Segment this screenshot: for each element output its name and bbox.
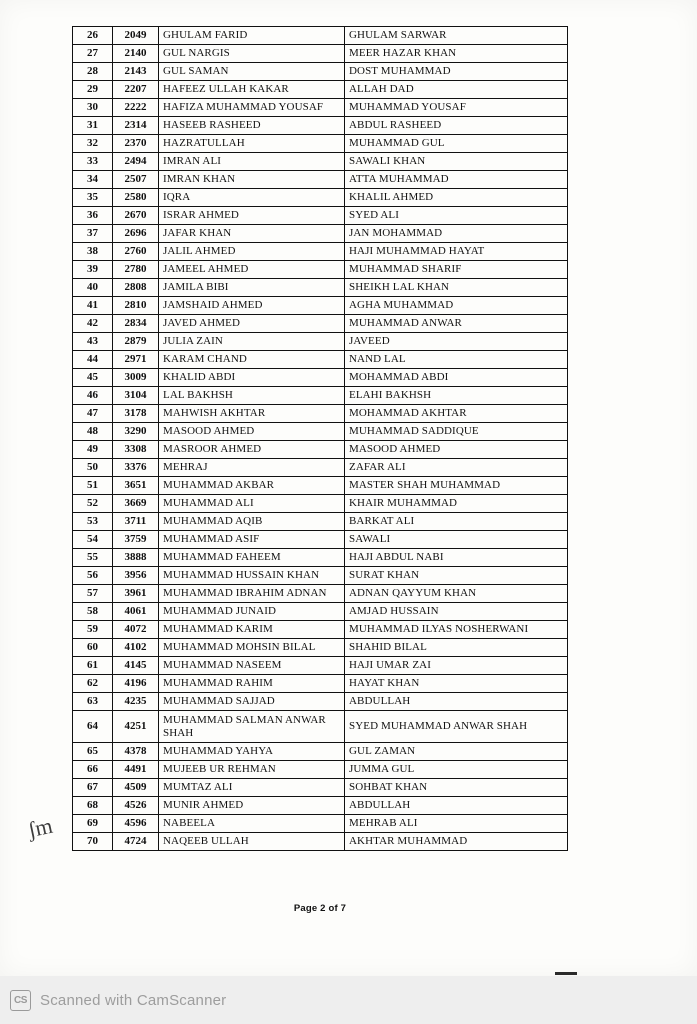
table-row bbox=[73, 225, 568, 243]
cell-roll-number: 3009 bbox=[113, 369, 159, 387]
camscanner-watermark-text: Scanned with CamScanner bbox=[40, 991, 227, 1009]
cell-candidate-name: MUHAMMAD FAHEEM bbox=[159, 549, 345, 567]
candidate-roster-table bbox=[72, 26, 568, 851]
cell-roll-number: 3711 bbox=[113, 513, 159, 531]
cell-father-name: MOHAMMAD AKHTAR bbox=[345, 405, 568, 423]
table-row bbox=[73, 423, 568, 441]
cell-serial-number: 42 bbox=[73, 315, 113, 333]
table-row bbox=[73, 657, 568, 675]
table-row bbox=[73, 815, 568, 833]
table-row bbox=[73, 27, 568, 45]
cell-serial-number: 65 bbox=[73, 743, 113, 761]
cell-serial-number: 52 bbox=[73, 495, 113, 513]
cell-serial-number: 59 bbox=[73, 621, 113, 639]
table-row bbox=[73, 405, 568, 423]
table-row bbox=[73, 63, 568, 81]
cell-roll-number: 2810 bbox=[113, 297, 159, 315]
cell-father-name: KHALIL AHMED bbox=[345, 189, 568, 207]
table-row bbox=[73, 513, 568, 531]
cell-serial-number: 69 bbox=[73, 815, 113, 833]
cell-candidate-name: NABEELA bbox=[159, 815, 345, 833]
cell-serial-number: 34 bbox=[73, 171, 113, 189]
cell-father-name: JAVEED bbox=[345, 333, 568, 351]
cell-father-name: SYED ALI bbox=[345, 207, 568, 225]
cell-candidate-name: MUJEEB UR REHMAN bbox=[159, 761, 345, 779]
cell-serial-number: 37 bbox=[73, 225, 113, 243]
table-row bbox=[73, 279, 568, 297]
cell-roll-number: 2140 bbox=[113, 45, 159, 63]
cell-father-name: SOHBAT KHAN bbox=[345, 779, 568, 797]
cell-candidate-name: MUMTAZ ALI bbox=[159, 779, 345, 797]
cell-serial-number: 41 bbox=[73, 297, 113, 315]
cell-father-name: HAYAT KHAN bbox=[345, 675, 568, 693]
cell-roll-number: 3104 bbox=[113, 387, 159, 405]
cell-candidate-name: MUHAMMAD AQIB bbox=[159, 513, 345, 531]
cell-father-name: GHULAM SARWAR bbox=[345, 27, 568, 45]
cell-serial-number: 36 bbox=[73, 207, 113, 225]
cell-serial-number: 38 bbox=[73, 243, 113, 261]
cell-serial-number: 40 bbox=[73, 279, 113, 297]
cell-candidate-name: JAVED AHMED bbox=[159, 315, 345, 333]
cell-father-name: AGHA MUHAMMAD bbox=[345, 297, 568, 315]
cell-roll-number: 3376 bbox=[113, 459, 159, 477]
table-row bbox=[73, 45, 568, 63]
cell-candidate-name: KARAM CHAND bbox=[159, 351, 345, 369]
cell-father-name: ATTA MUHAMMAD bbox=[345, 171, 568, 189]
table-row bbox=[73, 351, 568, 369]
cell-candidate-name: MUHAMMAD ALI bbox=[159, 495, 345, 513]
cell-serial-number: 30 bbox=[73, 99, 113, 117]
cell-father-name: ZAFAR ALI bbox=[345, 459, 568, 477]
cell-roll-number: 3669 bbox=[113, 495, 159, 513]
table-row bbox=[73, 585, 568, 603]
cell-serial-number: 45 bbox=[73, 369, 113, 387]
cell-father-name: ELAHI BAKHSH bbox=[345, 387, 568, 405]
table-row bbox=[73, 531, 568, 549]
cell-serial-number: 26 bbox=[73, 27, 113, 45]
page-number-footer: Page 2 of 7 bbox=[293, 903, 347, 914]
cell-candidate-name: MUHAMMAD SALMAN ANWAR SHAH bbox=[159, 711, 345, 743]
cell-roll-number: 4145 bbox=[113, 657, 159, 675]
cell-roll-number: 4072 bbox=[113, 621, 159, 639]
cell-serial-number: 35 bbox=[73, 189, 113, 207]
cell-serial-number: 56 bbox=[73, 567, 113, 585]
cell-roll-number: 4378 bbox=[113, 743, 159, 761]
cell-father-name: JAN MOHAMMAD bbox=[345, 225, 568, 243]
table-row bbox=[73, 333, 568, 351]
cell-roll-number: 2808 bbox=[113, 279, 159, 297]
cell-candidate-name: IQRA bbox=[159, 189, 345, 207]
cell-serial-number: 47 bbox=[73, 405, 113, 423]
table-row bbox=[73, 743, 568, 761]
cell-roll-number: 3290 bbox=[113, 423, 159, 441]
table-row bbox=[73, 621, 568, 639]
cell-father-name: MOHAMMAD ABDI bbox=[345, 369, 568, 387]
cell-candidate-name: JALIL AHMED bbox=[159, 243, 345, 261]
table-row bbox=[73, 477, 568, 495]
cell-serial-number: 46 bbox=[73, 387, 113, 405]
cell-serial-number: 60 bbox=[73, 639, 113, 657]
table-row bbox=[73, 117, 568, 135]
cell-father-name: ABDULLAH bbox=[345, 693, 568, 711]
cell-roll-number: 2760 bbox=[113, 243, 159, 261]
cell-father-name: SURAT KHAN bbox=[345, 567, 568, 585]
cell-father-name: HAJI ABDUL NABI bbox=[345, 549, 568, 567]
ink-dash-mark bbox=[555, 972, 577, 975]
cell-candidate-name: MUHAMMAD YAHYA bbox=[159, 743, 345, 761]
cell-roll-number: 2314 bbox=[113, 117, 159, 135]
cell-candidate-name: MUHAMMAD HUSSAIN KHAN bbox=[159, 567, 345, 585]
cell-serial-number: 70 bbox=[73, 833, 113, 851]
table-row bbox=[73, 297, 568, 315]
cell-father-name: MASTER SHAH MUHAMMAD bbox=[345, 477, 568, 495]
table-row bbox=[73, 459, 568, 477]
cell-roll-number: 2049 bbox=[113, 27, 159, 45]
table-row bbox=[73, 761, 568, 779]
cell-candidate-name: MUHAMMAD KARIM bbox=[159, 621, 345, 639]
table-row bbox=[73, 639, 568, 657]
cell-serial-number: 57 bbox=[73, 585, 113, 603]
cell-father-name: MUHAMMAD GUL bbox=[345, 135, 568, 153]
cell-candidate-name: MASOOD AHMED bbox=[159, 423, 345, 441]
table-row bbox=[73, 189, 568, 207]
cell-father-name: MUHAMMAD ANWAR bbox=[345, 315, 568, 333]
cell-roll-number: 3961 bbox=[113, 585, 159, 603]
cell-candidate-name: JAFAR KHAN bbox=[159, 225, 345, 243]
cell-serial-number: 53 bbox=[73, 513, 113, 531]
cell-candidate-name: ISRAR AHMED bbox=[159, 207, 345, 225]
cell-serial-number: 50 bbox=[73, 459, 113, 477]
cell-candidate-name: JAMILA BIBI bbox=[159, 279, 345, 297]
cell-roll-number: 4061 bbox=[113, 603, 159, 621]
table-row bbox=[73, 567, 568, 585]
cell-serial-number: 61 bbox=[73, 657, 113, 675]
cell-serial-number: 48 bbox=[73, 423, 113, 441]
camscanner-watermark-bar bbox=[0, 976, 697, 1024]
cell-roll-number: 3308 bbox=[113, 441, 159, 459]
table-row bbox=[73, 369, 568, 387]
cell-serial-number: 43 bbox=[73, 333, 113, 351]
cell-candidate-name: MAHWISH AKHTAR bbox=[159, 405, 345, 423]
table-row bbox=[73, 135, 568, 153]
cell-serial-number: 27 bbox=[73, 45, 113, 63]
cell-father-name: HAJI MUHAMMAD HAYAT bbox=[345, 243, 568, 261]
cell-father-name: BARKAT ALI bbox=[345, 513, 568, 531]
cell-father-name: MUHAMMAD YOUSAF bbox=[345, 99, 568, 117]
cell-roll-number: 2370 bbox=[113, 135, 159, 153]
cell-father-name: SAWALI bbox=[345, 531, 568, 549]
cell-roll-number: 3651 bbox=[113, 477, 159, 495]
cell-candidate-name: GHULAM FARID bbox=[159, 27, 345, 45]
cell-candidate-name: GUL SAMAN bbox=[159, 63, 345, 81]
table-row bbox=[73, 153, 568, 171]
cell-roll-number: 4251 bbox=[113, 711, 159, 743]
cell-candidate-name: LAL BAKHSH bbox=[159, 387, 345, 405]
cell-roll-number: 2207 bbox=[113, 81, 159, 99]
cell-father-name: MUHAMMAD SADDIQUE bbox=[345, 423, 568, 441]
table-row bbox=[73, 243, 568, 261]
cell-candidate-name: IMRAN KHAN bbox=[159, 171, 345, 189]
cell-candidate-name: NAQEEB ULLAH bbox=[159, 833, 345, 851]
cell-father-name: SHEIKH LAL KHAN bbox=[345, 279, 568, 297]
table-row bbox=[73, 495, 568, 513]
cell-father-name: NAND LAL bbox=[345, 351, 568, 369]
cell-roll-number: 2780 bbox=[113, 261, 159, 279]
cell-serial-number: 55 bbox=[73, 549, 113, 567]
cell-serial-number: 28 bbox=[73, 63, 113, 81]
cell-serial-number: 63 bbox=[73, 693, 113, 711]
cell-father-name: MUHAMMAD ILYAS NOSHERWANI bbox=[345, 621, 568, 639]
cell-roll-number: 2494 bbox=[113, 153, 159, 171]
cell-father-name: MUHAMMAD SHARIF bbox=[345, 261, 568, 279]
cell-candidate-name: MUHAMMAD MOHSIN BILAL bbox=[159, 639, 345, 657]
cell-serial-number: 39 bbox=[73, 261, 113, 279]
cell-roll-number: 4526 bbox=[113, 797, 159, 815]
cell-roll-number: 3759 bbox=[113, 531, 159, 549]
handwritten-signature-mark: ʃm bbox=[25, 812, 55, 843]
cell-candidate-name: HAFIZA MUHAMMAD YOUSAF bbox=[159, 99, 345, 117]
cell-serial-number: 51 bbox=[73, 477, 113, 495]
cell-roll-number: 2580 bbox=[113, 189, 159, 207]
cell-candidate-name: MUHAMMAD RAHIM bbox=[159, 675, 345, 693]
cell-father-name: AKHTAR MUHAMMAD bbox=[345, 833, 568, 851]
camscanner-logo-icon: CS bbox=[10, 990, 31, 1011]
table-row bbox=[73, 833, 568, 851]
table-row bbox=[73, 603, 568, 621]
cell-roll-number: 2834 bbox=[113, 315, 159, 333]
cell-roll-number: 3888 bbox=[113, 549, 159, 567]
cell-father-name: SYED MUHAMMAD ANWAR SHAH bbox=[345, 711, 568, 743]
cell-father-name: HAJI UMAR ZAI bbox=[345, 657, 568, 675]
roster-table-container bbox=[72, 26, 568, 851]
table-row bbox=[73, 171, 568, 189]
table-row bbox=[73, 797, 568, 815]
cell-father-name: KHAIR MUHAMMAD bbox=[345, 495, 568, 513]
cell-roll-number: 4102 bbox=[113, 639, 159, 657]
cell-candidate-name: IMRAN ALI bbox=[159, 153, 345, 171]
cell-roll-number: 2143 bbox=[113, 63, 159, 81]
cell-serial-number: 49 bbox=[73, 441, 113, 459]
cell-roll-number: 3178 bbox=[113, 405, 159, 423]
cell-serial-number: 67 bbox=[73, 779, 113, 797]
cell-serial-number: 66 bbox=[73, 761, 113, 779]
cell-candidate-name: MEHRAJ bbox=[159, 459, 345, 477]
table-row bbox=[73, 315, 568, 333]
cell-roll-number: 2507 bbox=[113, 171, 159, 189]
cell-candidate-name: MUHAMMAD NASEEM bbox=[159, 657, 345, 675]
cell-serial-number: 62 bbox=[73, 675, 113, 693]
table-row bbox=[73, 387, 568, 405]
cell-father-name: ADNAN QAYYUM KHAN bbox=[345, 585, 568, 603]
cell-father-name: DOST MUHAMMAD bbox=[345, 63, 568, 81]
cell-candidate-name: JAMEEL AHMED bbox=[159, 261, 345, 279]
cell-roll-number: 2670 bbox=[113, 207, 159, 225]
cell-serial-number: 44 bbox=[73, 351, 113, 369]
cell-roll-number: 4196 bbox=[113, 675, 159, 693]
cell-serial-number: 64 bbox=[73, 711, 113, 743]
cell-roll-number: 4235 bbox=[113, 693, 159, 711]
table-row bbox=[73, 441, 568, 459]
cell-father-name: MEER HAZAR KHAN bbox=[345, 45, 568, 63]
table-row bbox=[73, 207, 568, 225]
cell-father-name: ABDUL RASHEED bbox=[345, 117, 568, 135]
cell-father-name: SHAHID BILAL bbox=[345, 639, 568, 657]
cell-roll-number: 3956 bbox=[113, 567, 159, 585]
cell-candidate-name: MUHAMMAD SAJJAD bbox=[159, 693, 345, 711]
table-row bbox=[73, 675, 568, 693]
cell-serial-number: 68 bbox=[73, 797, 113, 815]
cell-candidate-name: JAMSHAID AHMED bbox=[159, 297, 345, 315]
cell-roll-number: 4596 bbox=[113, 815, 159, 833]
cell-roll-number: 2222 bbox=[113, 99, 159, 117]
table-row bbox=[73, 549, 568, 567]
cell-father-name: MASOOD AHMED bbox=[345, 441, 568, 459]
cell-father-name: GUL ZAMAN bbox=[345, 743, 568, 761]
table-row bbox=[73, 711, 568, 743]
cell-serial-number: 54 bbox=[73, 531, 113, 549]
cell-serial-number: 32 bbox=[73, 135, 113, 153]
cell-father-name: JUMMA GUL bbox=[345, 761, 568, 779]
cell-serial-number: 31 bbox=[73, 117, 113, 135]
cell-candidate-name: MASROOR AHMED bbox=[159, 441, 345, 459]
table-row bbox=[73, 779, 568, 797]
cell-serial-number: 58 bbox=[73, 603, 113, 621]
cell-father-name: ABDULLAH bbox=[345, 797, 568, 815]
cell-roll-number: 4491 bbox=[113, 761, 159, 779]
cell-candidate-name: HASEEB RASHEED bbox=[159, 117, 345, 135]
cell-father-name: SAWALI KHAN bbox=[345, 153, 568, 171]
table-row bbox=[73, 99, 568, 117]
cell-father-name: AMJAD HUSSAIN bbox=[345, 603, 568, 621]
cell-candidate-name: MUHAMMAD ASIF bbox=[159, 531, 345, 549]
cell-roll-number: 2879 bbox=[113, 333, 159, 351]
table-row bbox=[73, 693, 568, 711]
cell-father-name: ALLAH DAD bbox=[345, 81, 568, 99]
table-row bbox=[73, 81, 568, 99]
cell-candidate-name: MUHAMMAD JUNAID bbox=[159, 603, 345, 621]
cell-candidate-name: HAZRATULLAH bbox=[159, 135, 345, 153]
cell-candidate-name: MUHAMMAD IBRAHIM ADNAN bbox=[159, 585, 345, 603]
cell-candidate-name: GUL NARGIS bbox=[159, 45, 345, 63]
cell-roll-number: 4509 bbox=[113, 779, 159, 797]
cell-candidate-name: HAFEEZ ULLAH KAKAR bbox=[159, 81, 345, 99]
cell-roll-number: 2696 bbox=[113, 225, 159, 243]
cell-candidate-name: KHALID ABDI bbox=[159, 369, 345, 387]
cell-roll-number: 4724 bbox=[113, 833, 159, 851]
cell-father-name: MEHRAB ALI bbox=[345, 815, 568, 833]
cell-serial-number: 29 bbox=[73, 81, 113, 99]
roster-table-body bbox=[73, 27, 568, 851]
cell-candidate-name: JULIA ZAIN bbox=[159, 333, 345, 351]
cell-candidate-name: MUHAMMAD AKBAR bbox=[159, 477, 345, 495]
cell-serial-number: 33 bbox=[73, 153, 113, 171]
table-row bbox=[73, 261, 568, 279]
cell-candidate-name: MUNIR AHMED bbox=[159, 797, 345, 815]
cell-roll-number: 2971 bbox=[113, 351, 159, 369]
